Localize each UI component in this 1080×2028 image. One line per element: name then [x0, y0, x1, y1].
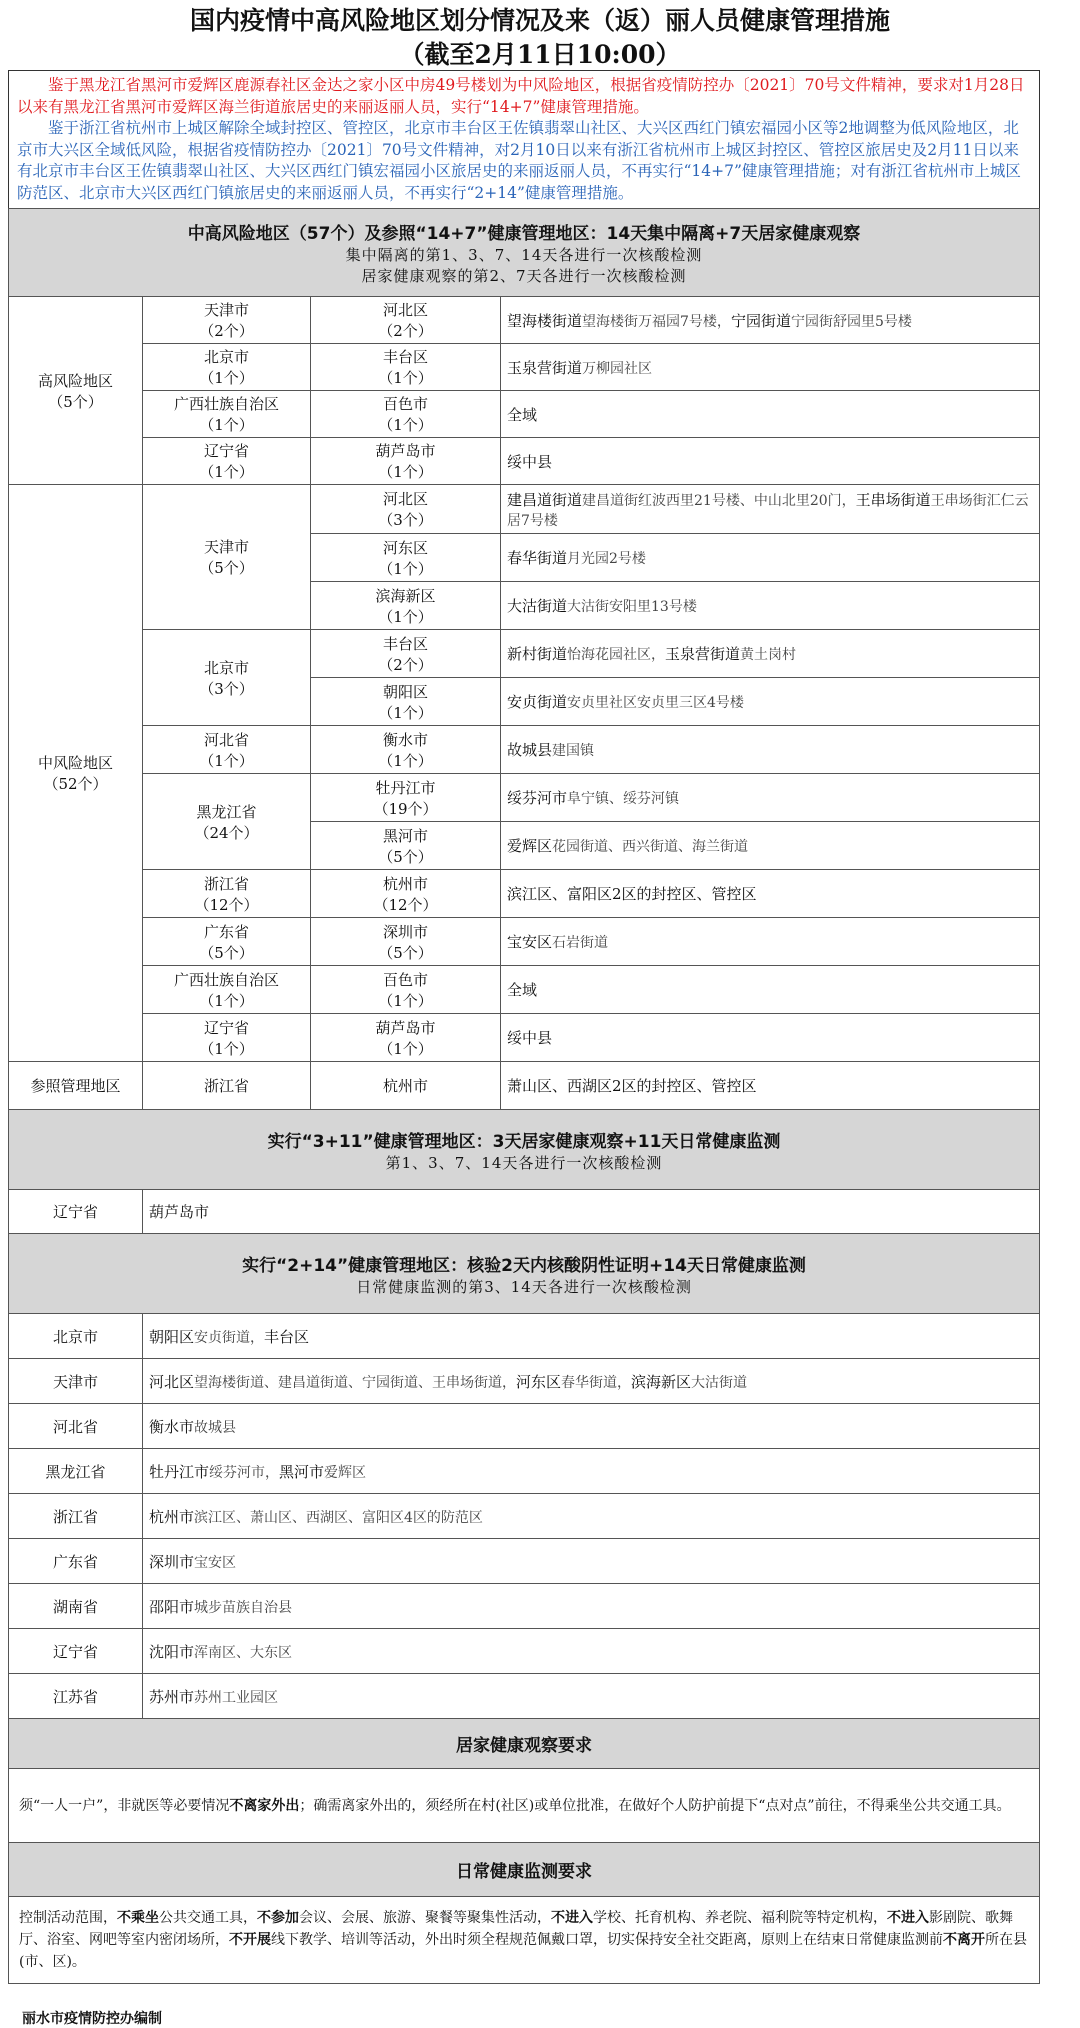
risk-table: [8, 208, 1040, 1984]
table-cell: 辽宁省: [9, 1190, 143, 1234]
table-cell: 滨江区、富阳区2区的封控区、管控区: [501, 870, 1040, 918]
cell-text: 浑南区、大东区: [194, 1644, 293, 1661]
cell-text: （1个）: [199, 369, 254, 387]
table-cell: 广东省: [9, 1539, 143, 1584]
cell-text: 集中隔离的第1、3、7、14天各进行一次核酸检测: [345, 246, 703, 264]
cell-text: 王串场街道: [855, 490, 931, 509]
cell-text: 深圳市: [149, 1552, 195, 1571]
cell-text: 北京市: [203, 658, 249, 677]
table-cell: [311, 774, 501, 822]
cell-text: 宝安区: [194, 1554, 237, 1571]
cell-text: 王串场街汇仁云居7号楼: [507, 492, 1029, 529]
cell-text: 天津市: [203, 301, 249, 319]
cell-text: （12个）: [373, 895, 438, 914]
cell-text: （12个）: [194, 895, 259, 914]
cell-text: 阜宁镇、绥芬河镇: [567, 791, 680, 807]
table-cell: [143, 297, 311, 344]
table-cell: 河北省: [9, 1404, 143, 1449]
cell-text: 春华街道，: [561, 1374, 632, 1391]
section-2-14-header: 实行“2+14”健康管理地区：核验2天内核酸阴性证明+14天日常健康监测 日常健康监测的第3、14天各进行一次核酸检测: [9, 1234, 1040, 1314]
cell-text: 不进入: [551, 1910, 593, 1926]
table-row: [9, 485, 1040, 534]
cell-text: 百色市: [382, 395, 428, 413]
section-3-11-header: 实行“3+11”健康管理地区：3天居家健康观察+11天日常健康监测 第1、3、7、14天各进行一次核酸检测: [9, 1110, 1040, 1190]
cell-text: 滨海新区: [631, 1372, 692, 1391]
table-row: [9, 774, 1040, 822]
page-subtitle: （截至2月11日10:00）: [399, 40, 681, 69]
daily-monitoring-header: 日常健康监测要求: [9, 1843, 1040, 1897]
table-row: [9, 1314, 1040, 1359]
cell-text: 辽宁省: [203, 442, 249, 460]
home-observation-text: [9, 1769, 1040, 1843]
cell-text: （3个）: [199, 679, 254, 698]
cell-text: （52个）: [43, 775, 108, 793]
table-cell: [311, 822, 501, 870]
table-cell: [501, 297, 1040, 344]
table-cell: 萧山区、西湖区2区的封控区、管控区: [501, 1062, 1040, 1110]
cell-text: （1个）: [199, 463, 254, 481]
cell-text: 黑河市: [382, 826, 428, 845]
cell-text: 学校、托育机构、养老院、福利院等特定机构，: [593, 1910, 887, 1926]
section-14-7-header: 中高风险地区（57个）及参照“14+7”健康管理地区：14天集中隔离+7天居家健康观察 集中隔离的第1、3、7、14天各进行一次核酸检测 居家健康观察的第2、7天各进行一次核酸检测: [9, 209, 1040, 297]
cell-text: 玉泉营街道: [665, 645, 741, 663]
table-row: [9, 918, 1040, 966]
mid-risk-label: [9, 485, 143, 1062]
cell-text: 不开展: [229, 1932, 271, 1948]
table-cell: [501, 534, 1040, 582]
cell-text: 黑河市: [279, 1462, 325, 1481]
table-cell: [311, 438, 501, 485]
table-cell: [311, 630, 501, 678]
cell-text: （19个）: [373, 799, 438, 818]
table-cell: [143, 1314, 1040, 1359]
cell-text: 衡水市: [149, 1417, 195, 1436]
table-cell: [501, 582, 1040, 630]
cell-text: 第1、3、7、14天各进行一次核酸检测: [385, 1153, 663, 1172]
table-cell: [311, 485, 501, 534]
table-row: [9, 1404, 1040, 1449]
cell-text: 朝阳区: [382, 682, 428, 701]
cell-text: 宝安区: [507, 933, 553, 951]
table-cell: [311, 582, 501, 630]
cell-text: 所在县(市、区)。: [19, 1932, 1027, 1970]
cell-text: 河北区: [149, 1372, 195, 1391]
cell-text: （1个）: [378, 607, 433, 626]
table-cell: 绥中县: [501, 1014, 1040, 1062]
table-cell: [143, 726, 311, 774]
table-row: [9, 1359, 1040, 1404]
cell-text: 安贞街道，: [194, 1329, 265, 1346]
table-cell: 杭州市: [311, 1062, 501, 1110]
cell-text: 河东区: [516, 1372, 562, 1391]
cell-text: 葫芦岛市: [375, 442, 436, 460]
cell-text: 黑龙江省: [196, 802, 257, 821]
cell-text: （2个）: [378, 322, 433, 340]
table-cell: 全域: [501, 966, 1040, 1014]
table-row: [9, 344, 1040, 391]
cell-text: 公共交通工具，: [159, 1910, 257, 1926]
cell-text: 万柳园社区: [582, 360, 653, 377]
cell-text: 居家健康观察的第2、7天各进行一次核酸检测: [361, 267, 687, 285]
table-cell: [311, 344, 501, 391]
cell-text: 大沽街安阳里13号楼: [567, 599, 697, 615]
cell-text: 河北区: [382, 490, 428, 508]
cell-text: 丰台区: [382, 348, 428, 366]
cell-text: （5个）: [199, 943, 254, 962]
intro-notice: [8, 70, 1040, 208]
cell-text: 爱辉区: [507, 837, 553, 855]
table-cell: [501, 344, 1040, 391]
table-cell: 北京市: [9, 1314, 143, 1359]
table-cell: 天津市: [9, 1359, 143, 1404]
cell-text: 大沽街道: [507, 597, 568, 615]
cell-text: 滨海新区: [375, 586, 436, 605]
table-cell: [143, 438, 311, 485]
cell-text: 宁园街道: [730, 311, 791, 330]
table-row: [9, 1629, 1040, 1674]
table-cell: [501, 726, 1040, 774]
cell-text: （2个）: [378, 655, 433, 674]
cell-text: 深圳市: [382, 922, 428, 941]
table-cell: 湖南省: [9, 1584, 143, 1629]
cell-text: 苏州市: [149, 1687, 195, 1706]
cell-text: ；确需离家外出的，须经所在村(社区)或单位批准，在做好个人防护前提下“点对点”前往，不得乘坐公共交通工具。: [299, 1797, 1011, 1814]
cell-text: 中风险地区: [37, 754, 113, 772]
cell-text: （1个）: [199, 1039, 254, 1058]
title-block: [0, 0, 1080, 70]
table-cell: 全域: [501, 391, 1040, 438]
cell-text: 线下教学、培训等活动，外出时须全程规范佩戴口罩，切实保持安全社交距离，原则上在结束日常健康监测前: [271, 1932, 943, 1948]
cell-text: 衡水市: [382, 730, 428, 749]
cell-text: 建昌道街道: [507, 490, 583, 509]
table-cell: [143, 1359, 1040, 1404]
table-row: [9, 1674, 1040, 1719]
cell-text: 百色市: [382, 970, 428, 989]
table-cell: [143, 1539, 1040, 1584]
table-cell: [143, 485, 311, 630]
cell-text: 广东省: [203, 922, 249, 941]
cell-text: （1个）: [378, 463, 433, 481]
cell-text: 城步苗族自治县: [194, 1599, 293, 1616]
cell-text: 不乘坐: [117, 1910, 159, 1926]
cell-text: 广西壮族自治区: [173, 970, 279, 989]
cell-text: 邵阳市: [149, 1597, 195, 1616]
cell-text: 丰台区: [382, 634, 428, 653]
table-cell: 黑龙江省: [9, 1449, 143, 1494]
cell-text: 新村街道: [507, 645, 568, 663]
cell-text: 沈阳市: [149, 1642, 195, 1661]
cell-text: 玉泉营街道: [507, 358, 583, 377]
cell-text: 望海楼街道、建昌道街道、宁园街道、王串场街道，: [194, 1374, 517, 1391]
table-row: [9, 391, 1040, 438]
table-row: [9, 1062, 1040, 1110]
table-cell: [501, 918, 1040, 966]
cell-text: （1个）: [378, 559, 433, 578]
cell-text: 牡丹江市: [375, 778, 436, 797]
cell-text: （5个）: [378, 847, 433, 866]
cell-text: 朝阳区: [149, 1327, 195, 1346]
table-cell: [143, 630, 311, 726]
table-cell: [311, 918, 501, 966]
cell-text: （1个）: [378, 751, 433, 770]
cell-text: 安贞街道: [507, 693, 568, 711]
table-cell: [143, 1629, 1040, 1674]
cell-text: （5个）: [199, 559, 254, 577]
cell-text: 宁园街舒园里5号楼: [790, 313, 912, 330]
cell-text: （1个）: [199, 416, 254, 434]
table-cell: 葫芦岛市: [143, 1190, 1040, 1234]
cell-text: 广西壮族自治区: [173, 395, 279, 413]
table-cell: 浙江省: [9, 1494, 143, 1539]
cell-text: 故城县: [194, 1419, 237, 1436]
table-cell: 江苏省: [9, 1674, 143, 1719]
cell-text: 杭州市: [149, 1507, 195, 1526]
table-cell: [143, 344, 311, 391]
table-cell: [311, 966, 501, 1014]
cell-text: （1个）: [378, 991, 433, 1010]
table-cell: 参照管理地区: [9, 1062, 143, 1110]
cell-text: 不离开: [943, 1932, 985, 1948]
table-cell: [311, 391, 501, 438]
home-observation-header: 居家健康观察要求: [9, 1719, 1040, 1769]
cell-text: 丰台区: [264, 1327, 310, 1346]
table-row: [9, 966, 1040, 1014]
cell-text: 月光园2号楼: [567, 551, 646, 567]
cell-text: 影剧院、歌舞厅、浴室、网吧等室内密闭场所，: [19, 1910, 1013, 1948]
cell-text: （1个）: [378, 703, 433, 722]
table-cell: [143, 870, 311, 918]
cell-text: 大沽街道: [691, 1374, 748, 1391]
cell-text: 须“一人一户”，非就医等必要情况: [19, 1797, 230, 1814]
cell-text: 河北省: [203, 730, 249, 749]
cell-text: 河北区: [382, 301, 428, 319]
cell-text: 浙江省: [203, 874, 249, 893]
cell-text: 故城县: [507, 741, 553, 759]
cell-text: 不参加: [257, 1910, 299, 1926]
table-row: [9, 297, 1040, 344]
table-row: [9, 870, 1040, 918]
table-cell: [501, 774, 1040, 822]
cell-text: 天津市: [203, 538, 249, 556]
table-cell: [143, 966, 311, 1014]
cell-text: （2个）: [199, 322, 254, 340]
cell-text: 河东区: [382, 538, 428, 557]
table-cell: [143, 1584, 1040, 1629]
cell-text: （1个）: [378, 369, 433, 387]
table-cell: 辽宁省: [9, 1629, 143, 1674]
cell-text: 爱辉区: [324, 1464, 367, 1481]
cell-text: 石岩街道: [552, 935, 609, 951]
cell-text: 杭州市: [382, 874, 428, 893]
cell-text: 怡海花园社区，: [567, 647, 666, 663]
table-row: [9, 438, 1040, 485]
cell-text: （1个）: [199, 751, 254, 770]
cell-text: 葫芦岛市: [375, 1018, 436, 1037]
table-cell: [143, 391, 311, 438]
table-cell: [311, 678, 501, 726]
table-row: [9, 1190, 1040, 1234]
footer-credit: 丽水市疫情防控办编制: [22, 2011, 162, 2027]
daily-monitoring-text: [9, 1897, 1040, 1984]
table-cell: [501, 678, 1040, 726]
cell-text: 望海楼街万福园7号楼，: [582, 313, 731, 330]
table-cell: [143, 774, 311, 870]
table-cell: [501, 822, 1040, 870]
cell-text: 不离家外出: [229, 1797, 300, 1814]
table-cell: [311, 1014, 501, 1062]
cell-text: 不进入: [887, 1910, 929, 1926]
cell-text: 建国镇: [552, 743, 595, 759]
cell-text: 望海楼街道: [507, 311, 583, 330]
cell-text: 安贞里社区安贞里三区4号楼: [567, 695, 744, 711]
table-row: [9, 1539, 1040, 1584]
table-cell: [143, 1014, 311, 1062]
cell-text: （3个）: [378, 511, 433, 529]
table-cell: [501, 630, 1040, 678]
cell-text: 高风险地区: [37, 371, 113, 390]
cell-text: 滨江区、萧山区、西湖区、富阳区4区的防范区: [194, 1509, 483, 1526]
cell-text: （24个）: [194, 823, 259, 842]
table-cell: [311, 534, 501, 582]
cell-text: 春华街道: [507, 549, 568, 567]
intro-paragraph-1: 鉴于黑龙江省黑河市爱辉区鹿源春社区金达之家小区中房49号楼划为中风险地区，根据省疫情防控办〔2021〕70号文件精神，要求对1月28日以来有黑龙江省黑河市爱辉区海兰街道旅居史的来丽返丽人员，实行“14+7”健康管理措施。: [17, 76, 1025, 116]
cell-text: （5个）: [48, 392, 103, 411]
cell-text: 苏州工业园区: [194, 1689, 279, 1706]
table-row: [9, 630, 1040, 678]
table-row: [9, 726, 1040, 774]
cell-text: 绥芬河市，: [209, 1464, 280, 1481]
table-cell: [501, 485, 1040, 534]
intro-paragraph-2: 鉴于浙江省杭州市上城区解除全域封控区、管控区，北京市丰台区王佐镇翡翠山社区、大兴区西红门镇宏福园小区等2地调整为低风险地区，北京市大兴区全域低风险，根据省疫情防控办〔2021〕70号文件精神，对2月10日以来有浙江省杭州市上城区封控区、管控区旅居史及2月11日以来有北京市丰台区王佐镇翡翠山社区、大兴区西红门镇宏福园小区旅居史的来丽返丽人员，不再实行“14+7”健康管理措施；对有浙江省杭州市上城区防范区、北京市大兴区西红门镇旅居史的来丽返丽人员，不再实行“2+14”健康管理措施。: [17, 119, 1021, 202]
table-cell: [143, 1674, 1040, 1719]
cell-text: 绥芬河市: [507, 789, 568, 807]
table-cell: [311, 726, 501, 774]
cell-text: （1个）: [378, 1039, 433, 1058]
table-row: [9, 1014, 1040, 1062]
cell-text: 北京市: [203, 348, 249, 366]
table-row: [9, 1584, 1040, 1629]
cell-text: （1个）: [378, 416, 433, 434]
cell-text: 花园街道、西兴街道、: [552, 839, 693, 855]
cell-text: 日常健康监测的第3、14天各进行一次核酸检测: [356, 1277, 692, 1296]
cell-text: 黄土岗村: [740, 647, 797, 663]
cell-text: （5个）: [378, 943, 433, 962]
table-cell: 浙江省: [143, 1062, 311, 1110]
cell-text: 辽宁省: [203, 1018, 249, 1037]
table-row: [9, 1449, 1040, 1494]
table-cell: 绥中县: [501, 438, 1040, 485]
table-cell: [143, 1404, 1040, 1449]
table-cell: [311, 297, 501, 344]
cell-text: （1个）: [199, 991, 254, 1010]
page-title: 国内疫情中高风险地区划分情况及来（返）丽人员健康管理措施: [189, 6, 890, 35]
table-row: [9, 1494, 1040, 1539]
highlight-hailan: 海兰街道: [692, 839, 749, 855]
cell-text: 会议、会展、旅游、聚餐等聚集性活动，: [299, 1910, 551, 1926]
cell-text: 控制活动范围，: [19, 1910, 117, 1926]
table-cell: [143, 918, 311, 966]
table-cell: [143, 1494, 1040, 1539]
table-cell: [311, 870, 501, 918]
cell-text: 牡丹江市: [149, 1462, 210, 1481]
table-cell: [143, 1449, 1040, 1494]
high-risk-label: [9, 297, 143, 485]
cell-text: 建昌道街红波西里21号楼、中山北里20门，: [582, 492, 856, 509]
